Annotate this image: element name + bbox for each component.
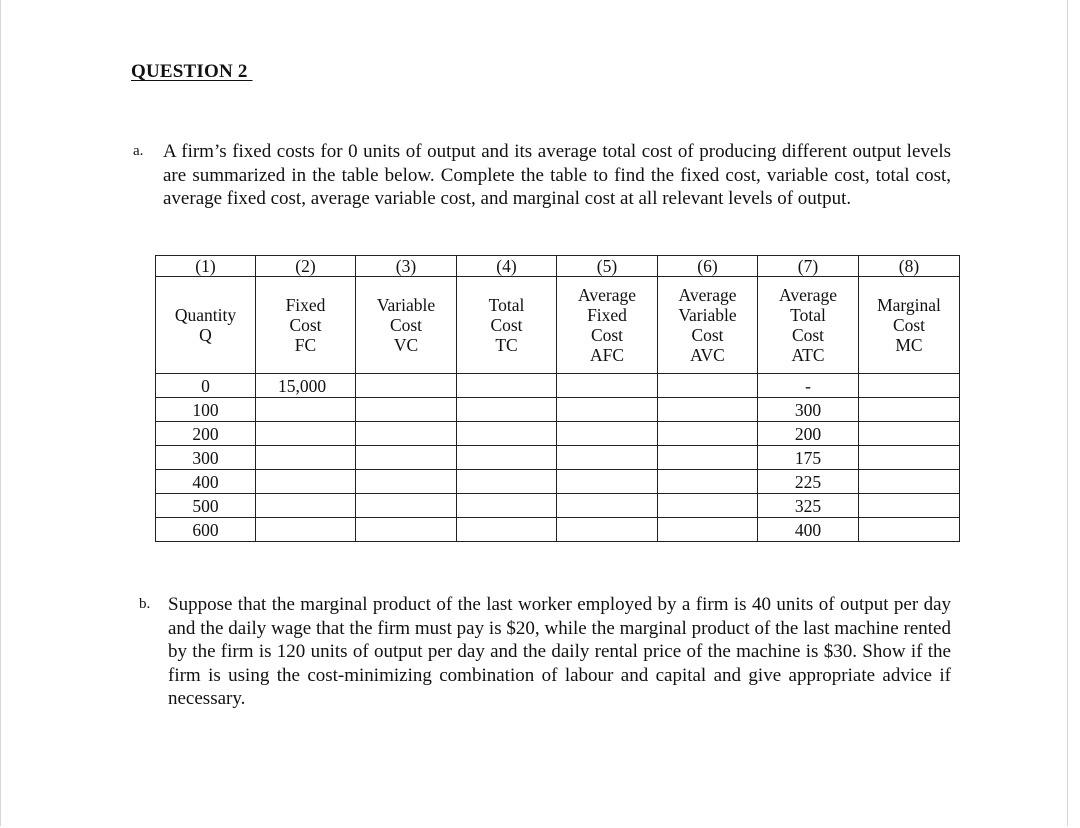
column-header-line: TC xyxy=(495,335,518,355)
cost-table xyxy=(155,255,960,542)
table-row xyxy=(156,470,960,494)
table-row xyxy=(156,494,960,518)
cell-afc xyxy=(557,518,658,542)
column-header-line: VC xyxy=(393,335,419,355)
column-header-line: MC xyxy=(895,335,923,355)
cell-avc xyxy=(658,374,758,398)
cell-mc xyxy=(859,494,960,518)
cell-mc xyxy=(859,422,960,446)
cell-atc: - xyxy=(758,374,859,398)
cell-avc xyxy=(658,446,758,470)
part-a-text: A firm’s fixed costs for 0 units of output and its average total cost of producing different output levels are summarized in the table below. Complete the table to find the fixed cost, variable cost, total cost, average fixed cost, average variable cost, and marginal cost at all relevant levels of output. xyxy=(163,141,951,209)
cell-vc xyxy=(356,374,457,398)
cell-vc xyxy=(356,518,457,542)
cell-mc xyxy=(859,470,960,494)
column-number-row xyxy=(156,256,960,277)
column-header xyxy=(758,277,859,374)
column-header-line: Q xyxy=(199,325,212,345)
cell-vc xyxy=(356,422,457,446)
table-row xyxy=(156,446,960,470)
column-header-line: Average xyxy=(678,285,737,305)
column-header-line: Average xyxy=(578,285,636,305)
cell-avc xyxy=(658,494,758,518)
cell-avc xyxy=(658,470,758,494)
cell-mc xyxy=(859,446,960,470)
column-header-line: Variable xyxy=(376,295,436,315)
column-header-line: Cost xyxy=(389,315,423,335)
table-row xyxy=(156,374,960,398)
cell-tc xyxy=(457,470,557,494)
cell-afc xyxy=(557,494,658,518)
cell-fc: 15,000 xyxy=(256,374,356,398)
column-header-line: Quantity xyxy=(174,305,237,325)
cell-mc xyxy=(859,374,960,398)
cell-tc xyxy=(457,374,557,398)
column-header-line: Cost xyxy=(691,325,724,345)
cell-fc xyxy=(256,494,356,518)
cell-afc xyxy=(557,470,658,494)
column-header-line: AVC xyxy=(690,345,725,365)
column-number: (3) xyxy=(356,256,457,277)
column-header-line: Average xyxy=(779,285,837,305)
cell-q: 600 xyxy=(156,518,256,542)
column-header xyxy=(658,277,758,374)
cell-fc xyxy=(256,518,356,542)
cell-atc: 200 xyxy=(758,422,859,446)
column-header-line: Cost xyxy=(791,325,825,345)
cell-tc xyxy=(457,494,557,518)
part-a-marker: a. xyxy=(133,143,144,159)
question-heading: QUESTION 2 xyxy=(131,61,248,82)
cell-afc xyxy=(557,422,658,446)
cell-vc xyxy=(356,470,457,494)
cell-afc xyxy=(557,374,658,398)
cell-atc: 400 xyxy=(758,518,859,542)
cell-afc xyxy=(557,398,658,422)
column-number: (2) xyxy=(256,256,356,277)
part-b-text: Suppose that the marginal product of the last worker employed by a firm is 40 units of output per day and the daily wage that the firm must pay is $20, while the marginal product of the last machine rented by the firm is 120 units of output per day and the daily rental price of the machine is $30. Show if the firm is using the cost-minimizing combination of labour and capital and give appropriate advice if necessary. xyxy=(168,594,951,709)
cell-avc xyxy=(658,518,758,542)
column-number: (4) xyxy=(457,256,557,277)
column-header-line: Cost xyxy=(490,315,523,335)
column-number: (8) xyxy=(859,256,960,277)
column-header-line: Total xyxy=(488,295,525,315)
cell-q: 0 xyxy=(156,374,256,398)
cell-fc xyxy=(256,470,356,494)
column-number: (7) xyxy=(758,256,859,277)
column-header-line: Total xyxy=(790,305,826,325)
cell-afc xyxy=(557,446,658,470)
cell-vc xyxy=(356,398,457,422)
cell-atc: 175 xyxy=(758,446,859,470)
cell-q: 400 xyxy=(156,470,256,494)
column-header-line: Fixed xyxy=(285,295,326,315)
cell-tc xyxy=(457,398,557,422)
cell-mc xyxy=(859,398,960,422)
cell-q: 500 xyxy=(156,494,256,518)
cell-fc xyxy=(256,422,356,446)
column-header xyxy=(356,277,457,374)
cell-tc xyxy=(457,518,557,542)
column-header-line: FC xyxy=(294,335,317,355)
cell-avc xyxy=(658,398,758,422)
column-number: (1) xyxy=(156,256,256,277)
cost-table-body xyxy=(156,256,960,542)
column-number: (5) xyxy=(557,256,658,277)
cell-fc xyxy=(256,446,356,470)
column-header-line: ATC xyxy=(791,345,825,365)
cell-avc xyxy=(658,422,758,446)
cell-q: 300 xyxy=(156,446,256,470)
cell-mc xyxy=(859,518,960,542)
column-header-row xyxy=(156,277,960,374)
cell-atc: 325 xyxy=(758,494,859,518)
column-header-line: AFC xyxy=(589,345,625,365)
column-header-line: Cost xyxy=(892,315,926,335)
part-b-marker: b. xyxy=(139,596,151,612)
part-a xyxy=(133,140,951,211)
column-header-line: Cost xyxy=(590,325,624,345)
column-number: (6) xyxy=(658,256,758,277)
column-header xyxy=(256,277,356,374)
column-header-line: Cost xyxy=(289,315,322,335)
cell-tc xyxy=(457,446,557,470)
cell-q: 100 xyxy=(156,398,256,422)
cell-q: 200 xyxy=(156,422,256,446)
part-b xyxy=(139,593,951,711)
cell-atc: 300 xyxy=(758,398,859,422)
cell-vc xyxy=(356,494,457,518)
table-row xyxy=(156,422,960,446)
column-header xyxy=(457,277,557,374)
cell-vc xyxy=(356,446,457,470)
cell-tc xyxy=(457,422,557,446)
table-row xyxy=(156,518,960,542)
cell-fc xyxy=(256,398,356,422)
column-header xyxy=(859,277,960,374)
column-header-line: Variable xyxy=(678,305,737,325)
table-row xyxy=(156,398,960,422)
column-header xyxy=(557,277,658,374)
column-header-line: Marginal xyxy=(877,295,941,315)
column-header-line: Fixed xyxy=(587,305,627,325)
cell-atc: 225 xyxy=(758,470,859,494)
column-header xyxy=(156,277,256,374)
